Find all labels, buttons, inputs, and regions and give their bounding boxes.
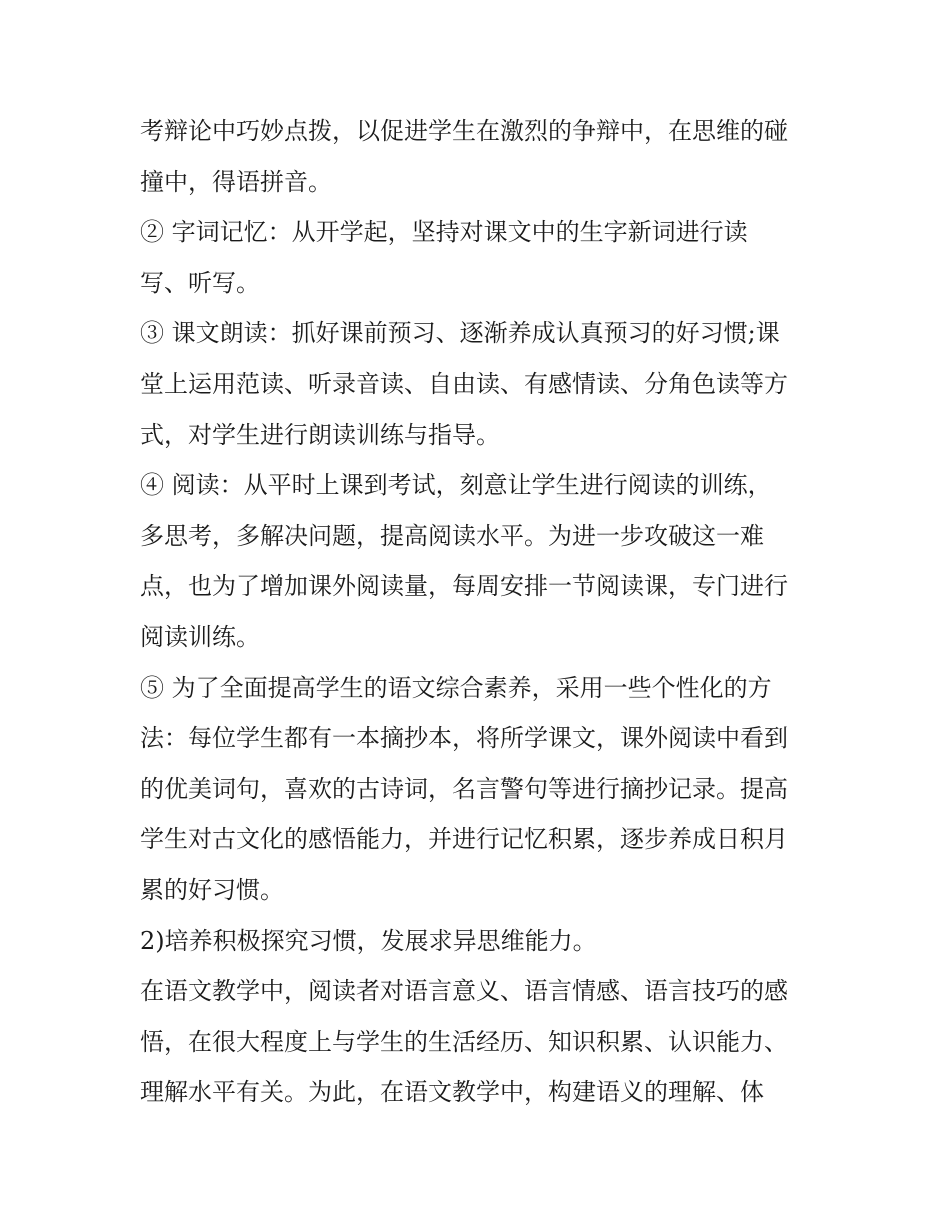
list-item-2: ② 字词记忆：从开学起，坚持对课文中的生字新词进行读 xyxy=(140,218,748,247)
text-line: 理解水平有关。为此，在语文教学中，构建语义的理解、体 xyxy=(140,1078,764,1107)
text-line: 阅读训练。 xyxy=(140,622,260,651)
text-line: 法：每位学生都有一本摘抄本，将所学课文，课外阅读中看到 xyxy=(140,724,788,753)
text-line: 悟，在很大程度上与学生的生活经历、知识积累、认识能力、 xyxy=(140,1027,788,1056)
text-line: 考辩论中巧妙点拨，以促进学生在激烈的争辩中，在思维的碰 xyxy=(140,117,788,145)
text-line: 点，也为了增加课外阅读量，每周安排一节阅读课，专门进行 xyxy=(140,572,788,601)
text-line: 在语文教学中，阅读者对语言意义、语言情感、语言技巧的感 xyxy=(140,977,788,1006)
text-line: 写、听写。 xyxy=(140,268,260,297)
text-line: 累的好习惯。 xyxy=(140,875,284,904)
body-text xyxy=(140,106,830,1118)
list-item-5: ⑤ 为了全面提高学生的语文综合素养，采用一些个性化的方 xyxy=(140,673,772,702)
text-line: 式，对学生进行朗读训练与指导。 xyxy=(140,420,500,449)
text-line: 多思考，多解决问题，提高阅读水平。为进一步攻破这一难 xyxy=(140,521,764,550)
section-heading: 2)培养积极探究习惯，发展求异思维能力。 xyxy=(140,926,597,955)
list-item-4: ④ 阅读：从平时上课到考试，刻意让学生进行阅读的训练， xyxy=(140,471,772,500)
text-line: 的优美词句，喜欢的古诗词，名言警句等进行摘抄记录。提高 xyxy=(140,774,788,803)
text-line: 学生对古文化的感悟能力，并进行记忆积累，逐步养成日积月 xyxy=(140,825,788,854)
list-item-3: ③ 课文朗读：抓好课前预习、逐渐养成认真预习的好习惯;课 xyxy=(140,319,780,348)
text-line: 堂上运用范读、听录音读、自由读、有感情读、分角色读等方 xyxy=(140,369,788,398)
text-line: 撞中，得语拼音。 xyxy=(140,167,332,196)
